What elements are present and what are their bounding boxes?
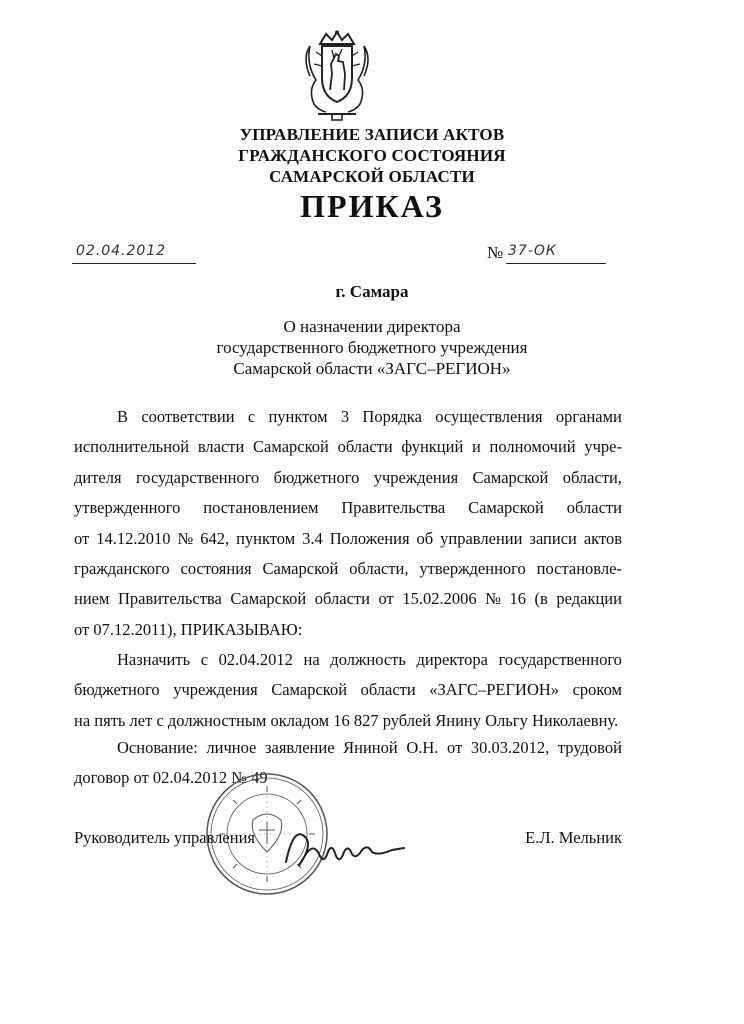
date-value: 02.04.2012 — [76, 243, 167, 259]
word: гражданского — [74, 559, 170, 579]
word: Правительства — [118, 589, 222, 609]
coat-of-arms-icon — [296, 30, 378, 122]
word: «ЗАГС–РЕГИОН» — [429, 680, 560, 700]
word: соответствии — [141, 407, 235, 426]
word: сроком — [572, 680, 622, 700]
text-line — [74, 524, 622, 554]
word: области — [360, 680, 416, 700]
organization-name — [0, 124, 744, 187]
paragraph-grounds — [74, 733, 622, 794]
word: полномочий — [489, 437, 576, 457]
word: 14.12.2010 — [96, 528, 171, 548]
word: Правительства — [341, 498, 446, 518]
word: дителя — [74, 467, 122, 487]
document-title: ПРИКАЗ — [300, 188, 444, 224]
number-field — [506, 241, 606, 264]
text-line — [74, 463, 622, 493]
word: постановлением — [203, 498, 319, 518]
signatory-name: Е.Л. Мельник — [525, 828, 622, 847]
word: от — [447, 738, 463, 757]
text-line — [74, 402, 622, 432]
word: с — [247, 407, 256, 426]
word: Основание: — [117, 738, 198, 757]
text-line: на пять лет с должностным окладом 16 827 рублей Янину Ольгу Николаевну. — [74, 710, 619, 730]
text-line — [74, 645, 622, 675]
word: заявление — [264, 738, 335, 757]
word: пунктом — [236, 528, 296, 548]
word: Порядка — [362, 407, 422, 426]
word: от — [74, 528, 90, 548]
word: государственного — [498, 650, 622, 669]
subject-line: О назначении директора — [283, 317, 461, 336]
word: бюджетного — [273, 467, 360, 487]
word: записи — [529, 528, 577, 548]
word: Самарской — [468, 498, 544, 518]
word: области, — [349, 559, 409, 579]
word: государственного — [135, 467, 260, 487]
order-subject — [0, 316, 744, 379]
word: (в — [534, 589, 548, 609]
word: об — [416, 528, 434, 548]
word: Самарской — [230, 589, 307, 609]
word: власти — [197, 437, 245, 457]
word: 15.02.2006 — [402, 589, 477, 609]
word: личное — [206, 738, 257, 757]
text-line — [74, 675, 622, 705]
word: редакции — [556, 589, 622, 609]
signature-icon — [280, 818, 410, 878]
org-line: УПРАВЛЕНИЕ ЗАПИСИ АКТОВ — [239, 125, 505, 144]
text-line: от 07.12.2011), ПРИКАЗЫВАЮ: — [74, 619, 303, 639]
word: области — [566, 498, 622, 518]
word: Яниной — [343, 738, 398, 757]
signatory-title: Руководитель управления — [74, 828, 255, 847]
word: функций — [401, 437, 464, 457]
word: бюджетного — [74, 680, 160, 700]
org-line: САМАРСКОЙ ОБЛАСТИ — [269, 167, 475, 186]
text-line — [74, 733, 622, 763]
word: трудовой — [557, 738, 622, 757]
word: области — [337, 437, 393, 457]
word: области, — [562, 467, 622, 487]
word: 3.4 — [302, 528, 323, 548]
word: № — [485, 589, 501, 609]
word: В — [117, 407, 129, 426]
word: управлении — [440, 528, 523, 548]
word: Самарской — [253, 437, 329, 457]
word: состояния — [180, 559, 252, 579]
text-line — [74, 554, 622, 584]
word: постановле- — [536, 559, 622, 579]
word: 16 — [509, 589, 526, 609]
word: учреждения — [173, 680, 258, 700]
word: Положения — [329, 528, 410, 548]
city: г. Самара — [335, 282, 409, 301]
word: 3 — [340, 407, 350, 426]
word: органами — [555, 407, 622, 426]
word: на — [303, 650, 320, 669]
word: Самарской — [472, 467, 549, 487]
date-field — [72, 241, 196, 264]
word: осуществления — [435, 407, 543, 426]
word: утвержденного — [74, 498, 181, 518]
word: с — [200, 650, 209, 669]
word: и — [472, 437, 481, 457]
word: Назначить — [117, 650, 191, 669]
word: № — [177, 528, 194, 548]
text-line — [74, 432, 622, 462]
word: учре- — [584, 437, 622, 457]
word: учреждения — [373, 467, 459, 487]
word: 02.04.2012 — [218, 650, 293, 669]
subject-line: Самарской области «ЗАГС–РЕГИОН» — [233, 359, 511, 378]
word: Самарской — [271, 680, 348, 700]
word: от — [378, 589, 394, 609]
text-line — [74, 584, 622, 614]
word: нием — [74, 589, 110, 609]
word: директора — [416, 650, 488, 669]
number-value: 37-ОК — [508, 243, 557, 259]
word: утвержденного — [419, 559, 526, 579]
word: области — [314, 589, 370, 609]
paragraph-appointment — [74, 645, 622, 736]
word: О.Н. — [406, 738, 439, 757]
word: должность — [330, 650, 406, 669]
text-line — [74, 493, 622, 523]
word: Самарской — [262, 559, 339, 579]
subject-line: государственного бюджетного учреждения — [216, 338, 528, 357]
word: исполнительной — [74, 437, 190, 457]
word: пунктом — [268, 407, 328, 426]
text-line: договор от 02.04.2012 № 49 — [74, 768, 268, 788]
paragraph-basis — [74, 402, 622, 645]
org-line: ГРАЖДАНСКОГО СОСТОЯНИЯ — [238, 146, 506, 165]
word: актов — [583, 528, 622, 548]
word: 30.03.2012, — [470, 738, 550, 757]
word: 642, — [200, 528, 230, 548]
number-label: № — [487, 243, 504, 262]
